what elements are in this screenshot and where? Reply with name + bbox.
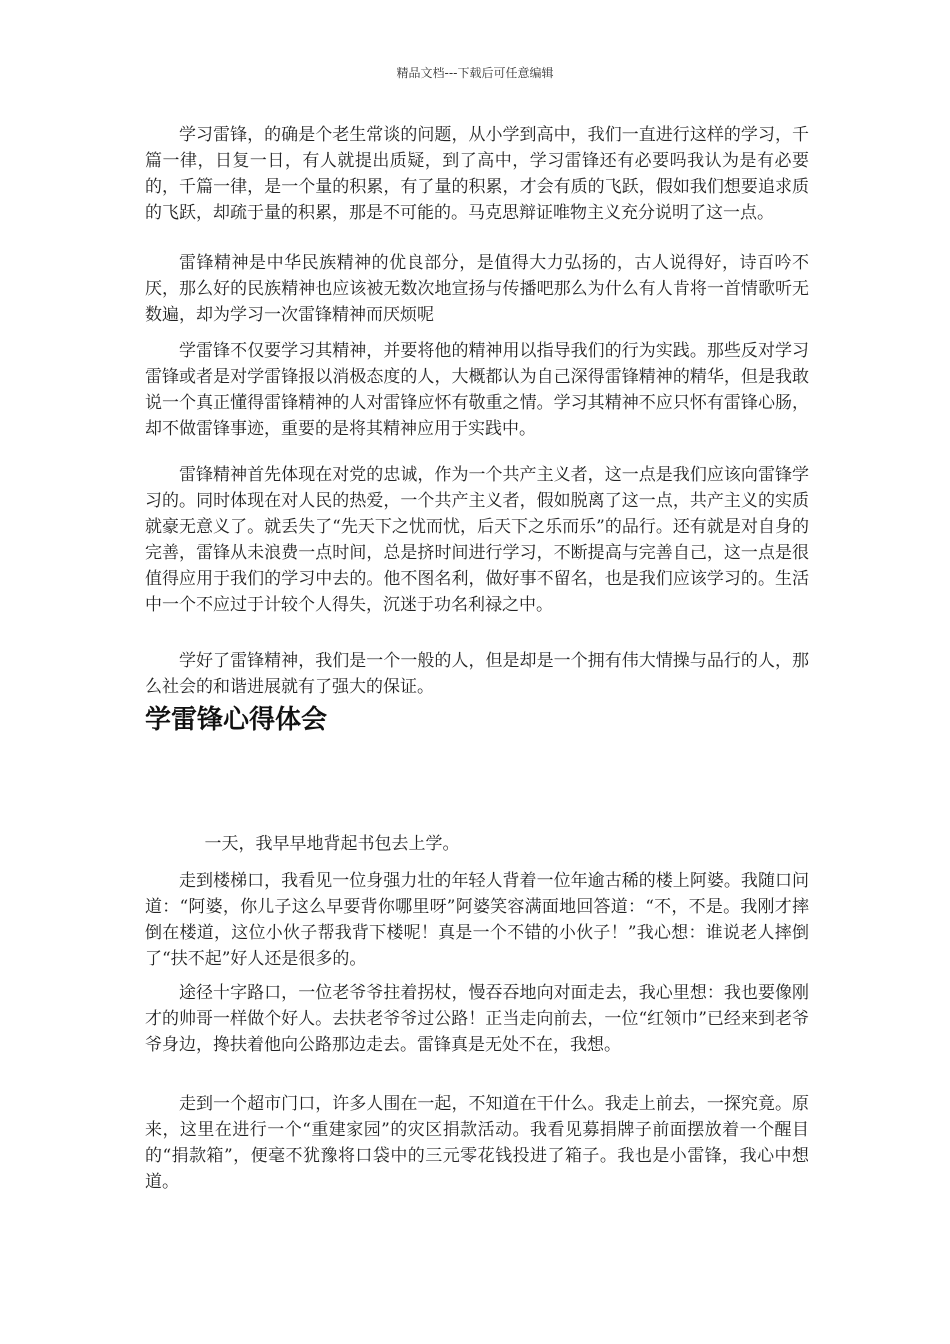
article1-paragraph-1: 学习雷锋，的确是个老生常谈的问题，从小学到高中，我们一直进行这样的学习，千篇一律，日复一日，有人就提出质疑，到了高中，学习雷锋还有必要吗我认为是有必要的，千篇一律，是一个量的积累，有了量的积累，才会有质的飞跃，假如我们想要追求质的飞跃，却疏于量的积累，那是不可能的。马克思辩证唯物主义充分说明了这一点。 (145, 125, 809, 223)
article2-paragraph-1: 一天，我早早地背起书包去上学。 (204, 834, 460, 854)
article1-paragraph-2: 雷锋精神是中华民族精神的优良部分，是值得大力弘扬的，古人说得好，诗百吟不厌，那么好的民族精神也应该被无数次地宣扬与传播吧那么为什么有人肯将一首情歌听无数遍，却为学习一次雷锋精神而厌烦呢 (145, 253, 809, 325)
article2-paragraph-1-block (145, 831, 809, 857)
article2-paragraph-2-block (145, 868, 809, 972)
header-note: 精品文档---下载后可任意编辑 (396, 66, 554, 80)
article2-paragraph-4: 走到一个超市门口，许多人围在一起，不知道在干什么。我走上前去，一探究竟。原来，这里在进行一个“重建家园”的灾区捐款活动。我看见募捐牌子前面摆放着一个醒目的“捐款箱”，便毫不犹豫将口袋中的三元零花钱投进了箱子。我也是小雷锋，我心中想道。 (145, 1094, 809, 1192)
article1-paragraph-1-block (145, 122, 809, 226)
article2-title: 学雷锋心得体会 (145, 705, 328, 735)
article2-paragraph-4-block (145, 1091, 809, 1195)
article1-paragraph-2-block (145, 250, 809, 328)
article1-paragraph-3-block (145, 338, 809, 442)
article2-paragraph-2: 走到楼梯口，我看见一位身强力壮的年轻人背着一位年逾古稀的楼上阿婆。我随口问道：“阿婆，你儿子这么早要背你哪里呀”阿婆笑容满面地回答道：“不，不是。我刚才摔倒在楼道，这位小伙子帮我背下楼呢！真是一个不错的小伙子！”我心想：谁说老人摔倒了“扶不起”好人还是很多的。 (145, 871, 809, 969)
article1-paragraph-3: 学雷锋不仅要学习其精神，并要将他的精神用以指导我们的行为实践。那些反对学习雷锋或者是对学雷锋报以消极态度的人，大概都认为自己深得雷锋精神的精华，但是我敢说一个真正懂得雷锋精神的人对雷锋应怀有敬重之情。学习其精神不应只怀有雷锋心肠，却不做雷锋事迹，重要的是将其精神应用于实践中。 (145, 341, 809, 439)
article1-paragraph-5: 学好了雷锋精神，我们是一个一般的人，但是却是一个拥有伟大情操与品行的人，那么社会的和谐进展就有了强大的保证。 (145, 651, 809, 697)
article2-paragraph-3-block (145, 980, 809, 1058)
article1-paragraph-4-block (145, 462, 809, 618)
article2-paragraph-3: 途径十字路口，一位老爷爷拄着拐杖，慢吞吞地向对面走去，我心里想：我也要像刚才的帅哥一样做个好人。去扶老爷爷过公路！正当走向前去，一位“红领巾”已经来到老爷爷身边，搀扶着他向公路那边走去。雷锋真是无处不在，我想。 (145, 983, 809, 1055)
article1-paragraph-4: 雷锋精神首先体现在对党的忠诚，作为一个共产主义者，这一点是我们应该向雷锋学习的。同时体现在对人民的热爱，一个共产主义者，假如脱离了这一点，共产主义的实质就豪无意义了。就丢失了“先天下之忧而忧，后天下之乐而乐”的品行。还有就是对自身的完善，雷锋从未浪费一点时间，总是挤时间进行学习，不断提高与完善自己，这一点是很值得应用于我们的学习中去的。他不图名利，做好事不留名，也是我们应该学习的。生活中一个不应过于计较个人得失，沉迷于功名利禄之中。 (145, 465, 809, 615)
article1-paragraph-5-block (145, 648, 809, 700)
